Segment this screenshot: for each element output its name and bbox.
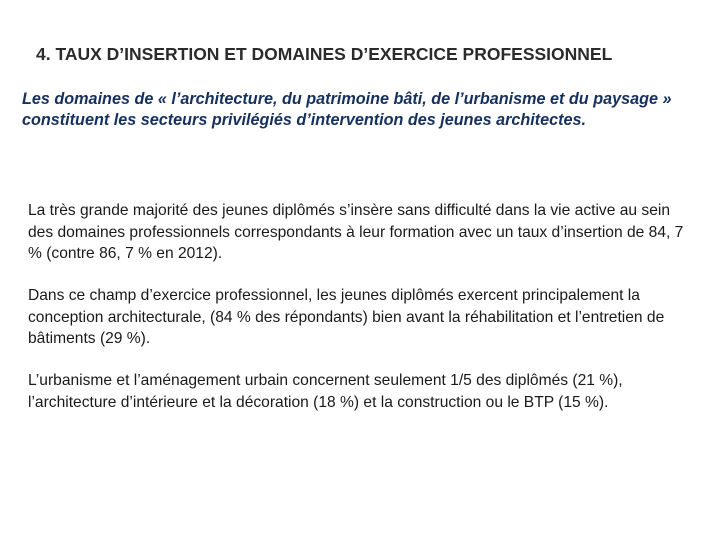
- paragraph-conception: Dans ce champ d’exercice professionnel, les jeunes diplômés exercent principalement la conception architecturale, (84 % des répondants) bien avant la réhabilitation et l’entretien de bâtiments (29 %).: [28, 287, 665, 347]
- slide-title: 4. TAUX D’INSERTION ET DOMAINES D’EXERCICE PROFESSIONNEL: [36, 44, 613, 64]
- paragraph-insertion: La très grande majorité des jeunes diplômés s’insère sans difficulté dans la vie active au sein des domaines professionnels correspondants à leur formation avec un taux d’insertion de 84, 7 % (contre 86, 7 % en 2012).: [28, 202, 684, 262]
- intro-text: Les domaines de « l’architecture, du patrimoine bâti, de l’urbanisme et du paysage » constituent les secteurs privilégiés d’intervention des jeunes architectes.: [22, 90, 672, 129]
- paragraph-urbanisme: L’urbanisme et l’aménagement urbain concernent seulement 1/5 des diplômés (21 %), l’architecture d’intérieure et la décoration (18 %) et la construction ou le BTP (15 %).: [28, 372, 623, 411]
